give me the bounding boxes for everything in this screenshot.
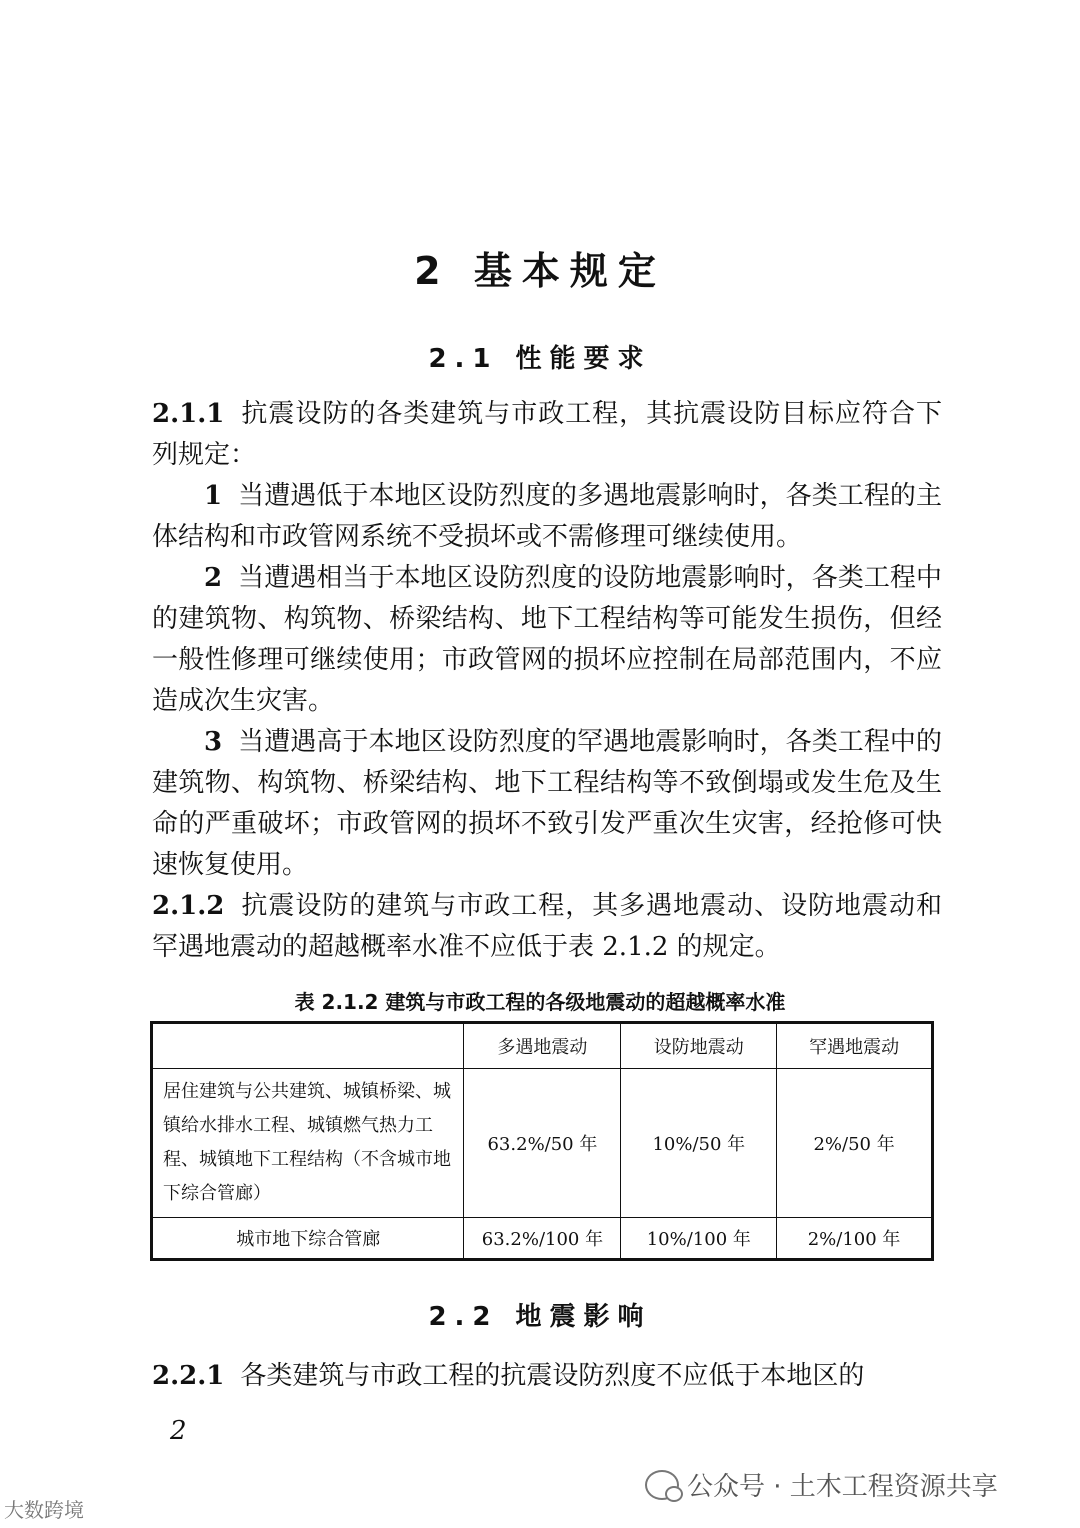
page-number: 2 <box>170 1416 187 1446</box>
table-cell: 63.2%/100 年 <box>464 1218 621 1260</box>
section-title-2-1: 2.1 性能要求 <box>428 344 652 374</box>
item-text: 当遭遇低于本地区设防烈度的多遇地震影响时，各类工程的主体结构和市政管网系统不受损坏或不需修理可继续使用。 <box>152 481 942 552</box>
header-cell <box>152 1023 464 1069</box>
section-title-2-2: 2.2 地震影响 <box>428 1302 652 1332</box>
clause-2-1-2 <box>152 886 942 968</box>
table-row <box>152 1069 933 1218</box>
item-number: 1 <box>204 481 223 511</box>
clause-number: 2.1.2 <box>152 891 225 921</box>
table-row <box>152 1218 933 1260</box>
watermark <box>645 1466 998 1503</box>
table-cell: 10%/50 年 <box>621 1069 777 1218</box>
table-cell: 2%/100 年 <box>777 1218 933 1260</box>
item-text: 当遭遇相当于本地区设防烈度的设防地震影响时，各类工程中的建筑物、构筑物、桥梁结构、地下工程结构等可能发生损伤，但经一般性修理可继续使用；市政管网的损坏应控制在局部范围内，不应造成次生灾害。 <box>152 563 942 716</box>
clause-text: 抗震设防的各类建筑与市政工程，其抗震设防目标应符合下列规定： <box>152 399 942 470</box>
header-cell: 罕遇地震动 <box>777 1023 933 1069</box>
table-cell: 2%/50 年 <box>777 1069 933 1218</box>
clause-text: 各类建筑与市政工程的抗震设防烈度不应低于本地区的 <box>240 1361 865 1391</box>
clause-2-2-1 <box>152 1356 942 1397</box>
clause-number: 2.1.1 <box>152 399 225 429</box>
clause-number: 2.2.1 <box>152 1361 225 1391</box>
wechat-icon <box>645 1470 679 1500</box>
watermark-text: 公众号 · 土木工程资源共享 <box>687 1472 998 1502</box>
table-cell: 10%/100 年 <box>621 1218 777 1260</box>
item-1 <box>152 476 942 558</box>
header-cell: 设防地震动 <box>621 1023 777 1069</box>
corner-logo: 大数跨境 <box>4 1498 84 1522</box>
item-text: 当遭遇高于本地区设防烈度的罕遇地震影响时，各类工程中的建筑物、构筑物、桥梁结构、地下工程结构等不致倒塌或发生危及生命的严重破坏；市政管网的损坏不致引发严重次生灾害，经抢修可快速恢复使用。 <box>152 727 942 880</box>
clause-2-1-1 <box>152 394 942 476</box>
item-number: 2 <box>204 563 223 593</box>
table-header-row <box>152 1023 933 1069</box>
clause-text: 抗震设防的建筑与市政工程，其多遇地震动、设防地震动和罕遇地震动的超越概率水准不应低于表 2.1.2 的规定。 <box>152 891 942 962</box>
chapter-title: 2 基本规定 <box>414 249 666 293</box>
table-cell: 居住建筑与公共建筑、城镇桥梁、城镇给水排水工程、城镇燃气热力工程、城镇地下工程结构（不含城市地下综合管廊） <box>152 1069 464 1218</box>
header-cell: 多遇地震动 <box>464 1023 621 1069</box>
table-cell: 63.2%/50 年 <box>464 1069 621 1218</box>
table-caption: 表 2.1.2 建筑与市政工程的各级地震动的超越概率水准 <box>294 990 786 1014</box>
exceedance-table <box>150 1021 934 1261</box>
item-2 <box>152 558 942 722</box>
table-cell: 城市地下综合管廊 <box>152 1218 464 1260</box>
item-number: 3 <box>204 727 223 757</box>
item-3 <box>152 722 942 886</box>
